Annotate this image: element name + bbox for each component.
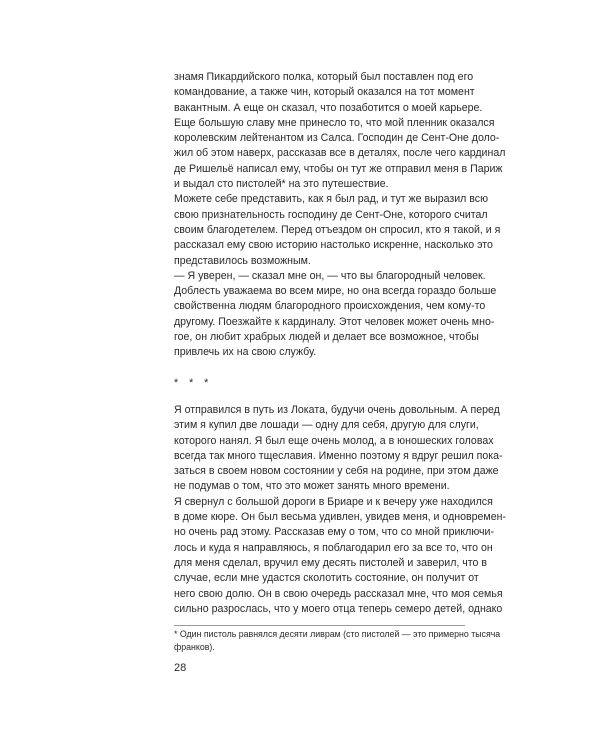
text-line: привлечь их на свою службу.: [174, 346, 317, 359]
text-line: гое, он любит храбрых людей и делает все возможное, чтобы: [174, 331, 479, 344]
text-line: своим благодетелем. Перед отъездом он спросил, кто я такой, и я: [174, 223, 501, 236]
body-text: [174, 70, 506, 617]
text-line: которого нанял. Я был еще очень молод, а в юношеских головах: [174, 434, 494, 447]
footnote-line: франков).: [174, 641, 215, 652]
text-line: для меня сделал, вручил ему десять пистолей и заверил, что в: [174, 556, 488, 569]
text-line: представилось возможным.: [174, 254, 311, 267]
text-line: сильно разрослась, что у моего отца теперь семеро детей, однако: [174, 602, 503, 615]
footnote-divider: [174, 625, 465, 626]
paragraph: [174, 269, 497, 361]
paragraph: [174, 116, 506, 192]
text-line: рассказал ему свою историю настолько искренне, насколько это: [174, 239, 493, 252]
paragraph: [174, 192, 501, 268]
text-line: знамя Пикардийского полка, который был поставлен под его: [174, 71, 474, 83]
text-line: вакантным. А еще он сказал, что позаботится о моей карьере.: [174, 101, 483, 114]
section-separator: * * *: [174, 376, 213, 389]
text-line: него свою долю. Он в свою очередь рассказал мне, что моя семья: [174, 587, 503, 600]
text-line: Можете себе представить, как я был рад, и тут же выразил всю: [174, 193, 489, 206]
text-line: лось и куда я направляюсь, я поблагодарил его за все то, что он: [174, 541, 493, 554]
text-line: всегда так много тщеславия. Именно поэтому я вдруг решил пока-: [174, 449, 503, 462]
text-line: но очень рад этому. Рассказав ему о том, что со мной приключи-: [174, 526, 495, 539]
text-line: Доблесть уважаема во всем мире, но она всегда гораздо больше: [174, 285, 497, 298]
paragraph: [174, 495, 506, 617]
text-line: и выдал сто пистолей* на это путешествие.: [174, 178, 389, 191]
text-line: Еще большую славу мне принесло то, что мой пленник оказался: [174, 116, 495, 129]
page-number: 28: [174, 662, 187, 674]
text-line: заться в своем новом состоянии у себя на родине, при этом даже: [174, 465, 499, 478]
text-line: другому. Поезжайте к кардиналу. Этот человек может очень мно-: [174, 315, 495, 328]
paragraph: [174, 70, 483, 116]
paragraph: [174, 403, 503, 495]
text-line: свойственна людям благородного происхождения, чем кому-то: [174, 300, 486, 313]
text-line: жил об этом наверх, рассказав все в деталях, после чего кардинал: [174, 147, 506, 160]
text-line: свою признательность господину де Сент-Оне, которого считал: [174, 208, 488, 221]
text-line: этим я купил две лошади — одну для себя, другую для слуги,: [174, 419, 479, 432]
text-line: не подумав о том, что это может занять много времени.: [174, 480, 450, 493]
text-line: — Я уверен, — сказал мне он, — что вы благородный человек.: [174, 269, 486, 282]
text-line: случае, если мне удастся сколотить состояние, он получит от: [174, 572, 479, 585]
footnote-line: * Один пистоль равнялся десяти ливрам (сто пистолей — это примерно тысяча: [174, 629, 501, 639]
text-line: в доме кюре. Он был весьма удивлен, увидев меня, и одновремен-: [174, 511, 506, 524]
text-line: командование, а также чин, который оказался на тот момент: [174, 86, 475, 99]
text-line: королевским лейтенантом из Салса. Господин де Сент-Оне доло-: [174, 132, 500, 145]
text-line: Я отправился в путь из Локата, будучи очень довольным. А перед: [174, 403, 500, 416]
text-line: де Ришельё написал ему, чтобы он тут же отправил меня в Париж: [174, 162, 503, 175]
footnote: [174, 628, 501, 653]
text-line: Я свернул с большой дороги в Бриаре и к вечеру уже находился: [174, 495, 493, 508]
